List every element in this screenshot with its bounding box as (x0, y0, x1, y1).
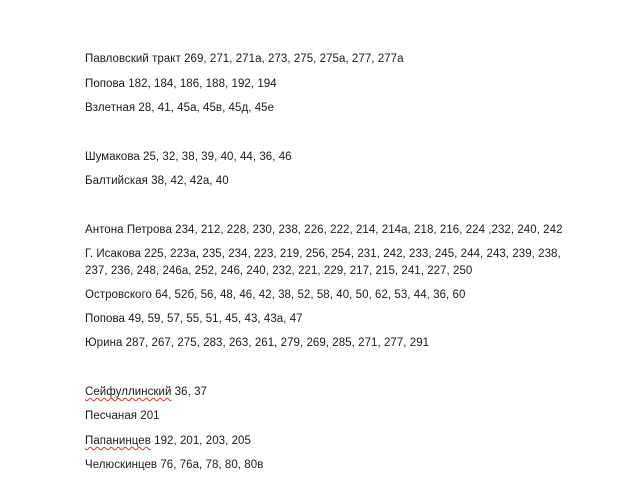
address-line-isakova: Г. Исакова 225, 223а, 235, 234, 223, 219, 256, 254, 231, 242, 233, 245, 244, 243, 239, 238, 237, 236, 248, 246а, 252, 246, 240, 232, 221, 229, 217, 215, 241, 227, 250 (85, 248, 561, 277)
spellcheck-word: Папанинцев (85, 435, 151, 447)
address-line-shumakova: Шумакова 25, 32, 38, 39, 40, 44, 36, 46 (85, 151, 292, 163)
address-line-ostrovskogo: Островского 64, 52б, 56, 48, 46, 42, 38, 52, 58, 40, 50, 62, 53, 44, 36, 60 (85, 289, 466, 301)
address-line-peschanaya: Песчаная 201 (85, 410, 160, 422)
address-line-popova-1: Попова 182, 184, 186, 188, 192, 194 (85, 78, 277, 90)
address-line-chelyuskintsev: Челюскинцев 76, 76а, 78, 80, 80в (85, 459, 264, 471)
address-line-papanintsev (85, 433, 585, 450)
address-line-yurina: Юрина 287, 267, 275, 283, 263, 261, 279, 269, 285, 271, 277, 291 (85, 337, 430, 349)
address-line-seifullinsky (85, 384, 585, 401)
spellcheck-word: Сейфуллинский (85, 386, 172, 398)
address-line-vzletnaya: Взлетная 28, 41, 45а, 45в, 45д, 45е (85, 102, 275, 114)
address-numbers: 36, 37 (171, 386, 207, 398)
address-numbers: 192, 201, 203, 205 (150, 435, 251, 447)
address-line-baltiyskaya: Балтийская 38, 42, 42а, 40 (85, 175, 229, 187)
address-line-antona-petrova: Антона Петрова 234, 212, 228, 230, 238, 226, 222, 214, 214а, 218, 216, 224 ,232, 240, 242 (85, 224, 563, 236)
address-line-popova-2: Попова 49, 59, 57, 55, 51, 45, 43, 43а, 47 (85, 313, 303, 325)
address-line-pavlovsky: Павловский тракт 269, 271, 271а, 273, 275, 275а, 277, 277а (85, 53, 404, 65)
